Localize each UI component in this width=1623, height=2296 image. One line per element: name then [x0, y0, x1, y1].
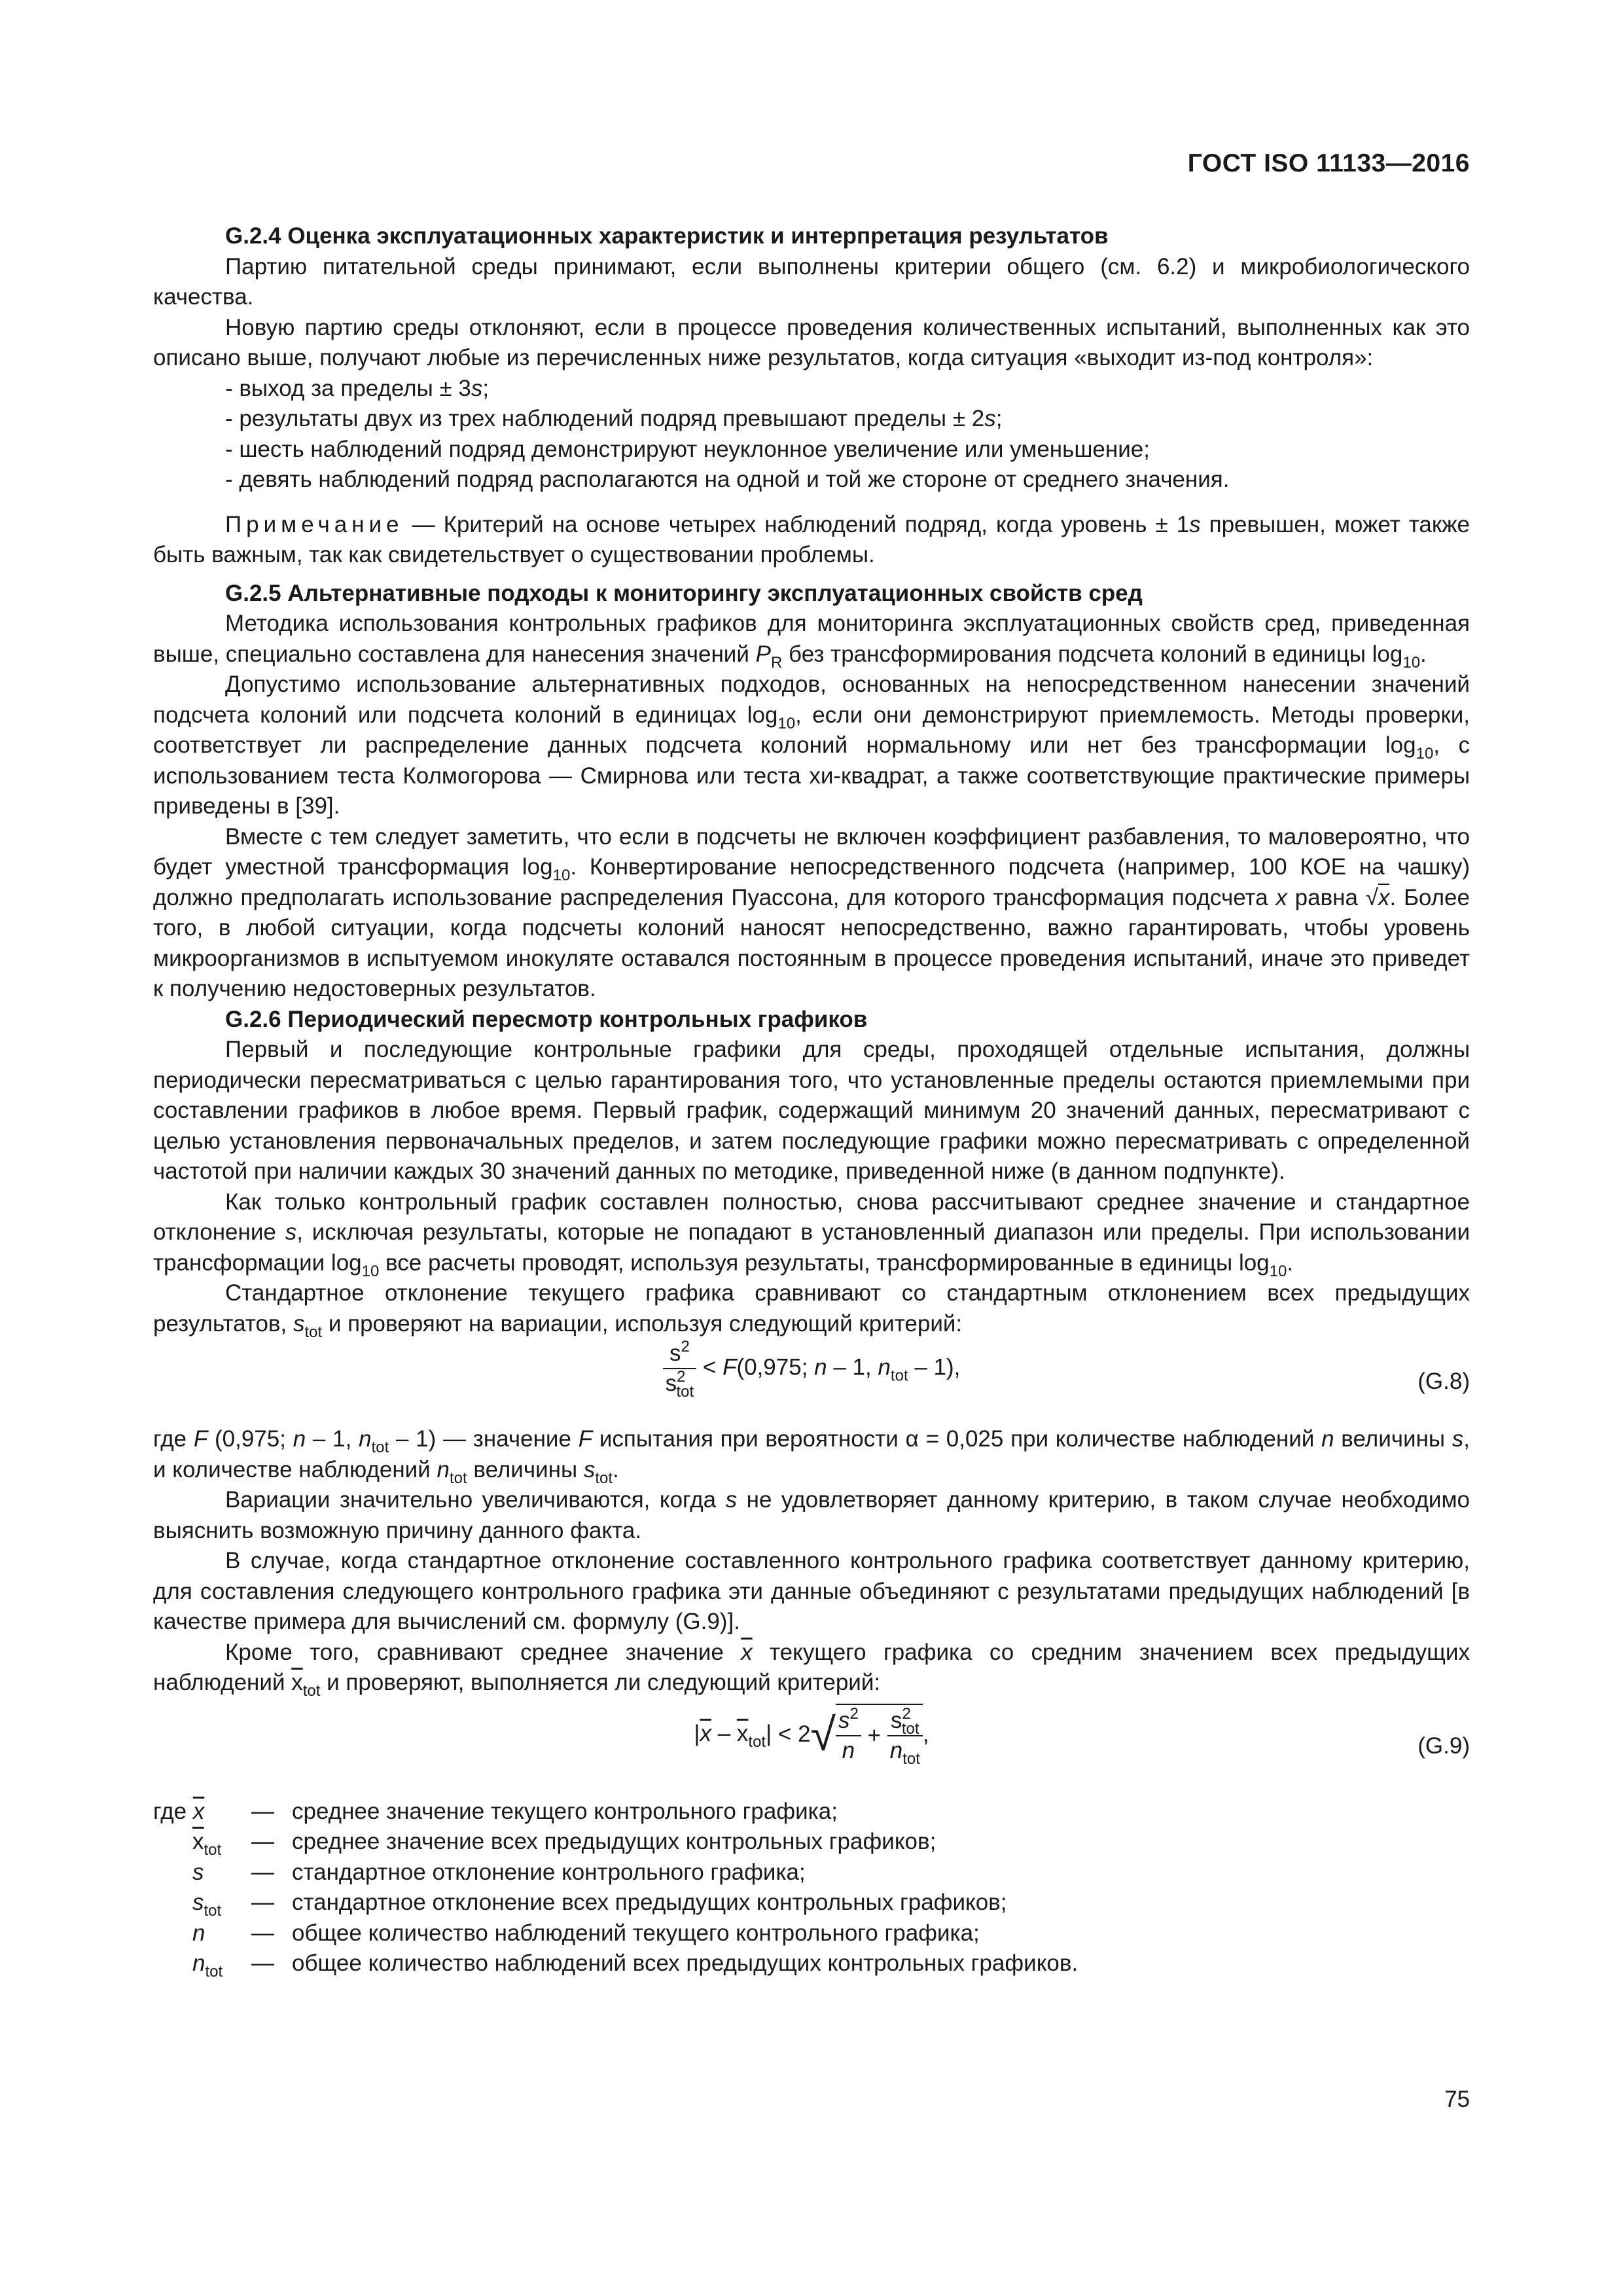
where-item: $s_{tot}$ — стандартное отклонение всех предыдущих контрольных графиков;: [192, 1890, 1007, 1920]
doc-header: ГОСТ ISO 11133—2016: [1187, 149, 1470, 177]
list-item: - выход за пределы ± 3s;: [225, 375, 490, 401]
list-item: - результаты двух из трех наблюдений подряд превышают пределы ± 2s;: [225, 406, 1003, 431]
paragraph: Стандартное отклонение текущего графика сравнивают со стандартным отклонением всех предыдущих результатов, $s_{tot}$ и проверяют на вариации, используя следующий критерий:: [153, 1280, 1470, 1341]
sqrt-x: √x: [1365, 884, 1390, 910]
paragraph: Первый и последующие контрольные графики для среды, проходящей отдельные испытания, должны периодически пересматриваться с целью гарантирования того, что установленные пределы остаются приемлемыми при составлении графиков в любое время. Первый график, содержащий минимум 20 значений данных, пересматривают с целью установления первоначальных пределов, и затем последующие графики можно пересматривать с определенной частотой при наличии каждых 30 значений данных по методике, приведенной ниже (в данном подпункте).: [153, 1037, 1470, 1184]
paragraph: где F (0,975; n – 1, $n_{tot} - 1$) — значение F испытания при вероятности α = 0,025 при количестве наблюдений n величины s, и количестве наблюдений $n_{tot}$ величины $s_{tot}$.: [153, 1426, 1471, 1487]
formula-g9: $|\overline{x} - \overline{x}_{tot}| < 2√$ $\frac{s^2}{n}$ + $\frac{s^2_{tot}}{n_{tot}}$ , (G.9): [694, 1704, 1470, 1768]
where-item: s — стандартное отклонение контрольного графика;: [192, 1859, 806, 1885]
where-item: $\overline{x}_{tot}$ — среднее значение всех предыдущих контрольных графиков;: [192, 1829, 936, 1859]
section-heading-g24: G.2.4 Оценка эксплуатационных характеристик и интерпретация результатов: [225, 223, 1109, 249]
paragraph: Вместе с тем следует заметить, что если в подсчеты не включен коэффициент разбавления, то маловероятно, что будет уместной трансформация $\log_{10}$. Конвертирование непосредственного подсчета (например, 100 КОЕ на чашку) должно предполагать использование распределения Пуассона, для которого трансформация подсчета x равна √x. Более того, в любой ситуации, когда подсчеты колоний наносят непосредственно, важно гарантировать, чтобы уровень микроорганизмов в испытуемом инокуляте оставался постоянным в процессе проведения испытаний, иначе это приведет к получению недостоверных результатов.: [153, 823, 1470, 1001]
paragraph: Новую партию среды отклоняют, если в процессе проведения количественных испытаний, выполненных как это описано выше, получают любые из перечисленных ниже результатов, когда ситуация «выходит из-под контроля»:: [153, 314, 1470, 370]
paragraph: Вариации значительно увеличиваются, когда s не удовлетворяет данному критерию, в таком случае необходимо выяснить возможную причину данного факта.: [153, 1487, 1470, 1543]
paragraph: Как только контрольный график составлен полностью, снова рассчитывают среднее значение и стандартное отклонение s, исключая результаты, которые не попадают в установленный диапазон или пределы. При использовании трансформации $\log_{10}$ все расчеты проводят, используя результаты, трансформированные в единицы $\log_{10}$.: [153, 1189, 1470, 1280]
formula-number: (G.8): [1418, 1369, 1470, 1394]
paragraph: Кроме того, сравнивают среднее значение $\overline{x}$ текущего графика со средним значением всех предыдущих наблюдений $\overline{x}_{tot}$ и проверяют, выполняется ли следующий критерий:: [153, 1639, 1470, 1700]
formula-number: (G.9): [1418, 1732, 1470, 1759]
sqrt: √ $\frac{s^2}{n}$ + $\frac{s^2_{tot}}{n_{tot}}$: [811, 1704, 923, 1765]
where-item: n — общее количество наблюдений текущего контрольного графика;: [192, 1920, 980, 1946]
paragraph: Методика использования контрольных графиков для мониторинга эксплуатационных свойств сред, приведенная выше, специально составлена для нанесения значений $P_R$ без трансформирования подсчета колоний в единицы $\log_{10}$.: [153, 611, 1470, 672]
paragraph: Партию питательной среды принимают, если выполнены критерии общего (см. 6.2) и микробиологического качества.: [153, 253, 1470, 310]
formula-g8: $\frac{s^2}{s^2_{tot}}$ < F(0,975; n – 1, $n_{tot} - 1$), (G.8): [153, 1339, 1470, 1424]
list-item: - шесть наблюдений подряд демонстрируют неуклонное увеличение или уменьшение;: [225, 436, 1150, 462]
paragraph: Допустимо использование альтернативных подходов, основанных на непосредственном нанесении значений подсчета колоний или подсчета колоний в единицах $\log_{10}$, если они демонстрируют приемлемость. Методы проверки, соответствует ли распределение данных подсчета колоний нормальному или нет без трансформации $\log_{10}$, с использованием теста Колмогорова — Смирнова или теста хи-квадрат, а также соответствующие практические примеры приведены в [39].: [153, 672, 1471, 819]
where-item: $n_{tot}$ — общее количество наблюдений всех предыдущих контрольных графиков.: [192, 1950, 1079, 1981]
document-body: [153, 221, 1470, 1979]
note: Примечание — Критерий на основе четырех наблюдений подряд, когда уровень ± 1s превышен, может также быть важным, так как свидетельствует о существовании проблемы.: [153, 511, 1471, 567]
where-item: где $\overline{x}$ — среднее значение текущего контрольного графика;: [153, 1798, 838, 1824]
page-number: 75: [1444, 2087, 1470, 2112]
section-heading-g25: G.2.5 Альтернативные подходы к мониторингу эксплуатационных свойств сред: [225, 580, 1143, 606]
fraction: $\frac{s^2}{s^2_{tot}}$: [663, 1339, 697, 1398]
where-list: [153, 1797, 1470, 1979]
note-label: Примечание: [225, 511, 404, 537]
paragraph: В случае, когда стандартное отклонение составленного контрольного графика соответствует данному критерию, для составления следующего контрольного графика эти данные объединяют с результатами предыдущих наблюдений [в качестве примера для вычислений см. формулу (G.9)].: [153, 1548, 1470, 1634]
section-heading-g26: G.2.6 Периодический пересмотр контрольных графиков: [225, 1006, 868, 1032]
list-item: - девять наблюдений подряд располагаются на одной и той же стороне от среднего значения.: [225, 467, 1230, 492]
